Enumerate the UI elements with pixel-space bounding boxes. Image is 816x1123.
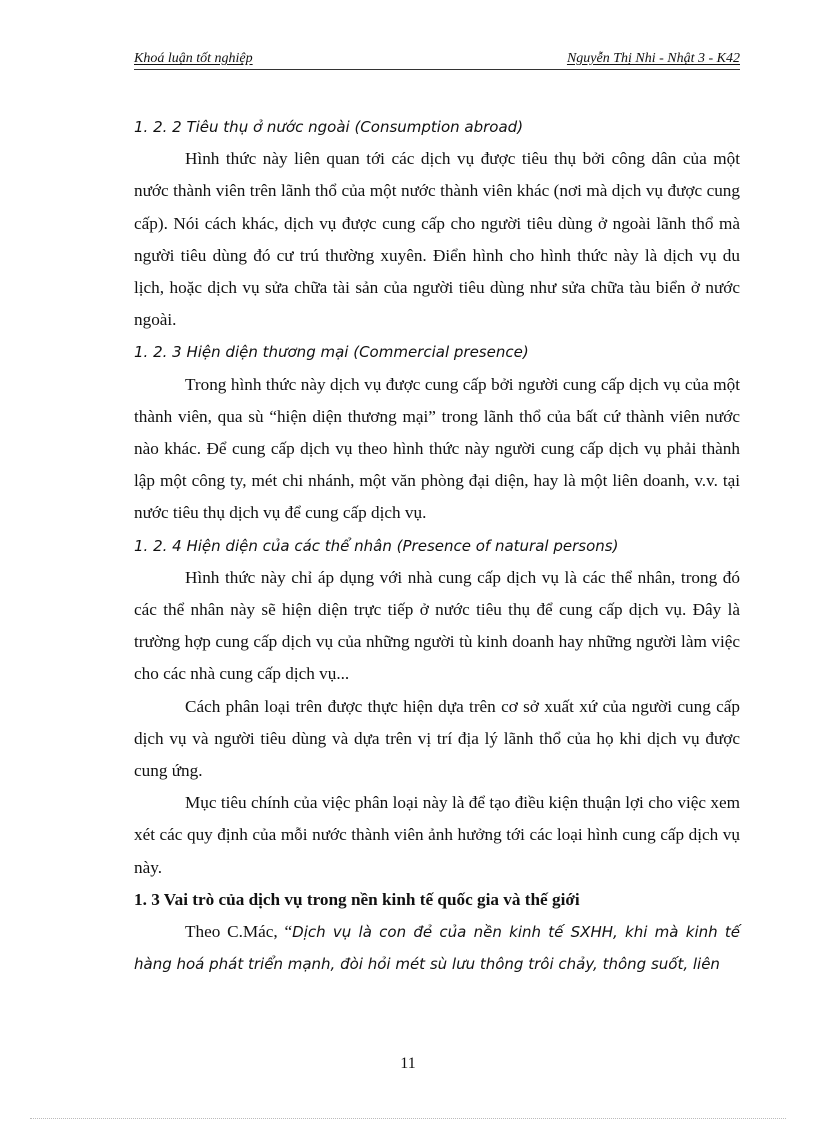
paragraph-classification-goal: Mục tiêu chính của việc phân loại này là để tạo điều kiện thuận lợi cho việc xem xét các quy định của mỗi nước thành viên ảnh hưởng tới các loại hình cung cấp dịch vụ này. xyxy=(134,793,740,877)
paragraph-marx-quote xyxy=(134,916,740,980)
paragraph-commercial-presence: Trong hình thức này dịch vụ được cung cấp bởi người cung cấp dịch vụ của một thành viên, qua sù “hiện diện thương mại” trong lãnh thổ của bất cứ thành viên nước nào khác. Để cung cấp dịch vụ theo hình thức này người cung cấp dịch vụ phải thành lập một công ty, mét chi nhánh, một văn phòng đại diện, hay là một liên doanh, v.v. tại nước tiêu thụ dịch vụ để cung cấp dịch vụ. xyxy=(134,374,740,523)
quote-text: Dịch vụ là con đẻ của nền kinh tế SXHH, khi mà kinh tế hàng hoá phát triển mạnh, đòi hỏi mét sù lưu thông trôi chảy, thông suốt, liên xyxy=(134,923,741,974)
paragraph-classification-basis: Cách phân loại trên được thực hiện dựa trên cơ sở xuất xứ của người cung cấp dịch vụ và người tiêu dùng và dựa trên vị trí địa lý lãnh thổ của họ khi dịch vụ được cung ứng. xyxy=(134,696,740,781)
quote-lead: Theo C.Mác, “ xyxy=(185,922,293,942)
subheading-1-2-4: 1. 2. 4 Hiện diện của các thể nhân (Presence of natural persons) xyxy=(134,536,619,555)
running-header xyxy=(134,50,740,70)
section-heading-1-3: 1. 3 Vai trò của dịch vụ trong nền kinh tế quốc gia và thế giới xyxy=(134,889,580,909)
header-thesis-title: Khoá luận tốt nghiệp xyxy=(134,51,253,66)
body-content xyxy=(134,111,740,980)
page-bottom-divider xyxy=(30,1118,786,1119)
page-number: 11 xyxy=(400,1055,416,1072)
paragraph-natural-persons: Hình thức này chỉ áp dụng với nhà cung cấp dịch vụ là các thể nhân, trong đó các thể nhân này sẽ hiện diện trực tiếp ở nước tiêu thụ để cung cấp dịch vụ. Đây là trường hợp cung cấp dịch vụ của những người tù kinh doanh hay những người làm việc cho các nhà cung cấp dịch vụ... xyxy=(134,567,740,684)
paragraph-consumption-abroad: Hình thức này liên quan tới các dịch vụ được tiêu thụ bởi công dân của một nước thành viên trên lãnh thổ của một nước thành viên khác (nơi mà dịch vụ được cung cấp). Nói cách khác, dịch vụ được cung cấp cho người tiêu dùng ở ngoài lãnh thổ mà người tiêu dùng đó cư trú thường xuyên. Điển hình cho hình thức này là dịch vụ du lịch, hoặc dịch vụ sửa chữa tài sản của người tiêu dùng như sửa chữa tàu biển ở nước ngoài. xyxy=(134,149,740,330)
header-author: Nguyễn Thị Nhi - Nhật 3 - K42 xyxy=(566,51,740,66)
subheading-1-2-2: 1. 2. 2 Tiêu thụ ở nước ngoài (Consumption abroad) xyxy=(134,118,524,136)
subheading-1-2-3: 1. 2. 3 Hiện diện thương mại (Commercial presence) xyxy=(134,343,529,362)
